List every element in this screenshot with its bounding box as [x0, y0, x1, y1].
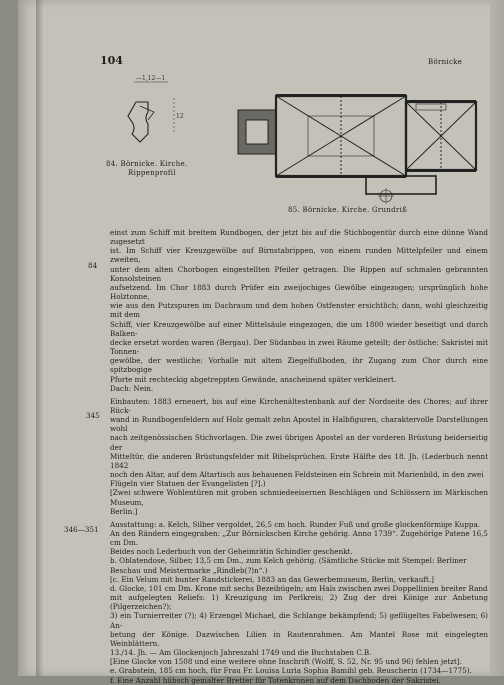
fig84-side-label: 12 [176, 113, 184, 120]
text-line: Berlin.] [110, 506, 138, 516]
main-text [110, 228, 488, 685]
text-line: Ausstattung: a. Kelch, Silber vergoldet, 26,5 cm hoch. Runder Fuß und große glockenförmige Kuppa. [110, 519, 481, 529]
text-line: Beschau und Meistermarke „Rindleb(?)n“.) [110, 565, 268, 575]
text-line: [c. Ein Velum mit bunter Randstickerei, 1883 an das Gewerbemuseum, Berlin, verkauft.] [110, 574, 434, 584]
text-line: gewölbe, der westliche: Vorhalle mit altem Ziegelfußboden, ihr Zugang zum Chor durch eine spitzbogige [110, 356, 488, 375]
text-line: Einbauten: 1883 erneuert, bis auf eine Kirchenältestenbank auf der Nordseite des Chores; auf ihrer Rück- [110, 396, 488, 415]
book-page [18, 0, 504, 685]
page-gutter-shadow [36, 0, 44, 676]
text-line: Beides noch Lederbuch von der Geheimrätin Schindler geschenkt. [110, 547, 353, 557]
book-spine-edge [490, 0, 504, 676]
text-line: [Zwei schwere Wohlentüren mit groben schmiedeeisernen Beschlägen und Schlössern im Märkischen Museum, [110, 488, 488, 507]
text-line: Pforte mit rechteckig abgetreppten Gewände, anscheinend später verkleinert. [110, 374, 397, 384]
text-line: nach zeitgenössischen Stichvorlagen. Die zwei übrigen Apostel an der vorderen Brüstung beiderseitig der [110, 433, 488, 452]
text-line: [Eine Glocke von 1508 und eine weitere ohne Inschrift (Wolff, S. 52, Nr. 95 und 96) fehlen jetzt]. [110, 657, 463, 667]
text-line: aufsetzend. Im Chor 1883 durch Prüfer ein zweijochiges Gewölbe eingezogen; ursprünglich hohe Holztonne, [110, 282, 488, 302]
margin-number-345: 345 [86, 411, 100, 420]
text-line: b. Oblatendose, Silber, 13,5 cm Dm., zum Kelch gehörig. (Sämtliche Stücke mit Stempel: Berliner [110, 556, 467, 566]
figure-84-caption-line2: Rippenprofil [128, 169, 176, 177]
page-number: 104 [100, 54, 123, 67]
text-line: An den Rändern eingegraben: „Zur Börnickschen Kirche gehörig. Anno 1739“. Zugehörige Patene 16,5 cm Dm. [110, 529, 488, 548]
text-line: betung der Könige. Dazwischen Lilien in Rautenrahmen. Am Mantel Rose mit eingelegten Weinblättern. [110, 629, 488, 648]
rib-profile-figure [118, 72, 188, 160]
text-line: wie aus den Putzspuren im Dachraum und dem hohen Ostfenster ersichtlich; dann, wohl gleichzeitig mit dem [110, 301, 488, 320]
fig84-dimension-label: —1,12—1 [136, 75, 166, 82]
text-line: d. Glocke, 101 cm Dm. Krone mit sechs Bezeibügeln; am Hals zwischen zwei Doppellinien breiter Rand [110, 583, 488, 593]
text-line: Mitteltür, die anderen Brüstungsfelder mit Bibelsprüchen. Erste Hälfte des 18. Jh. (Lederbuch nennt 1842 [110, 451, 488, 470]
margin-number-346-351: 346—351 [64, 525, 99, 534]
text-line: Dach: Nein. [110, 383, 154, 393]
text-line: Flügeln vier Statuen der Evangelisten [?].) [110, 479, 266, 489]
running-head: Börnicke [428, 58, 463, 66]
text-line: unter dem alten Chorbogen eingestellten Pfeiler getragen. Die Rippen auf schmalen gebrannten Konsolsteinen [110, 264, 488, 283]
figure-84-caption [106, 160, 206, 178]
ground-plan-figure [236, 76, 486, 206]
figure-84-caption-line1: 84. Börnicke. Kirche. [106, 160, 188, 168]
text-line: 3) ein Turnierreiter (?); 4) Erzengel Michael, die Schlange bekämpfend; 5) geflügeltes Fabelwesen; 6) An- [110, 611, 488, 630]
text-line: e. Grabstein, 185 cm hoch, für Frau Fr. Louisa Luria Sophia Bamihl geb. Reuscherin (1734—1775). [110, 666, 472, 676]
text-line: f. Eine Anzahl hübsch gemalter Bretter für Totenkronen auf dem Dachboden der Sakristei. [110, 675, 441, 685]
margin-number-84: 84 [88, 261, 98, 270]
text-line: Schiff, vier Kreuzgewölbe auf einer Mittelsäule eingezogen, die um 1800 wieder beseitigt und durch Balken- [110, 319, 488, 338]
text-line: mit aufgelegten Reliefs: 1) Kreuzigung im Perlkreis; 2) Zug der drei Könige zur Anbetung (Pilgerzeichen?); [110, 593, 488, 612]
figure-85-caption: 85. Börnicke. Kirche. Grundriß [288, 206, 408, 214]
text-line: wand in Rundbogenfeldern auf Holz gemalt zehn Apostel in Halbfiguren, charaktervolle Darstellungen wohl [110, 415, 488, 434]
text-line: decke ersetzt worden waren (Bergau). Der Südanbau in zwei Räume geteilt; der östliche: Sakristei mit Tonnen- [110, 337, 488, 357]
text-line: einst zum Schiff mit breitem Rundbogen, der jetzt bis auf die Stichbogentür durch eine dünne Wand zugesetzt [110, 228, 488, 247]
text-line: noch den Altar, auf dem Altartisch aus behauenen Feldsteinen ein Schrein mit Marienbild, in den zwei [110, 470, 484, 480]
text-line: ist. Im Schiff vier Kreuzgewölbe auf Birnstabrippen, von einem runden Mittelpfeiler und einem zweiten, [110, 246, 488, 265]
text-line: 13./14. Jh. — Am Glockenjoch Jahreszahl 1749 und die Buchstaben C.B. [110, 648, 372, 658]
